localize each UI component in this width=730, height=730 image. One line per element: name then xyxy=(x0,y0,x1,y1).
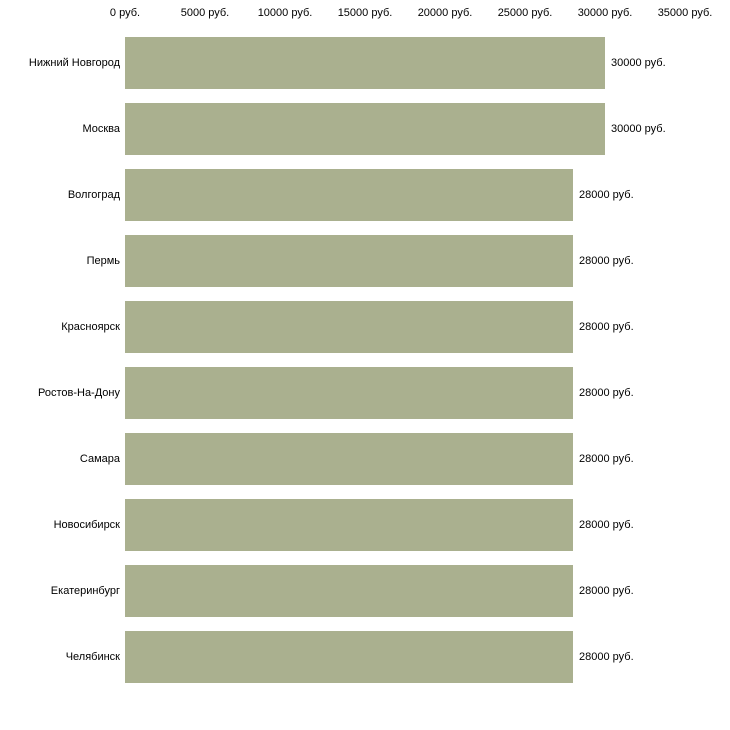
bar xyxy=(125,103,605,155)
category-label: Новосибирск xyxy=(53,519,120,531)
x-axis-tick-label: 15000 руб. xyxy=(337,7,393,19)
plot-area xyxy=(125,30,685,690)
bar-value-label: 30000 руб. xyxy=(611,123,666,135)
x-axis-tick-label: 25000 руб. xyxy=(497,7,553,19)
category-label: Челябинск xyxy=(65,651,120,663)
x-axis-tick-label: 0 руб. xyxy=(109,7,141,19)
bar xyxy=(125,37,605,89)
bar-value-label: 28000 руб. xyxy=(579,519,634,531)
bar-value-label: 28000 руб. xyxy=(579,189,634,201)
x-axis-tick-label: 30000 руб. xyxy=(577,7,633,19)
bar-value-label: 28000 руб. xyxy=(579,585,634,597)
bar-value-label: 28000 руб. xyxy=(579,453,634,465)
y-axis-categories xyxy=(0,30,120,690)
category-label: Ростов-На-Дону xyxy=(37,387,120,399)
bar-value-label: 28000 руб. xyxy=(579,651,634,663)
category-label: Красноярск xyxy=(61,321,120,333)
bar xyxy=(125,367,573,419)
bar xyxy=(125,631,573,683)
bar-value-label: 28000 руб. xyxy=(579,321,634,333)
x-axis-tick-label: 5000 руб. xyxy=(180,7,230,19)
bar xyxy=(125,169,573,221)
bar xyxy=(125,499,573,551)
category-label: Самара xyxy=(79,453,120,465)
category-label: Екатеринбург xyxy=(50,585,120,597)
bar xyxy=(125,301,573,353)
category-label: Пермь xyxy=(86,255,120,267)
bar-value-label: 30000 руб. xyxy=(611,57,666,69)
bar xyxy=(125,565,573,617)
x-axis-tick-label: 35000 руб. xyxy=(657,7,713,19)
bar xyxy=(125,235,573,287)
category-label: Москва xyxy=(82,123,120,135)
x-axis-tick-label: 20000 руб. xyxy=(417,7,473,19)
bar-value-label: 28000 руб. xyxy=(579,255,634,267)
x-axis-tick-label: 10000 руб. xyxy=(257,7,313,19)
bar xyxy=(125,433,573,485)
category-label: Нижний Новгород xyxy=(28,57,120,69)
category-label: Волгоград xyxy=(67,189,120,201)
x-axis-top xyxy=(109,0,713,30)
bar-value-label: 28000 руб. xyxy=(579,387,634,399)
